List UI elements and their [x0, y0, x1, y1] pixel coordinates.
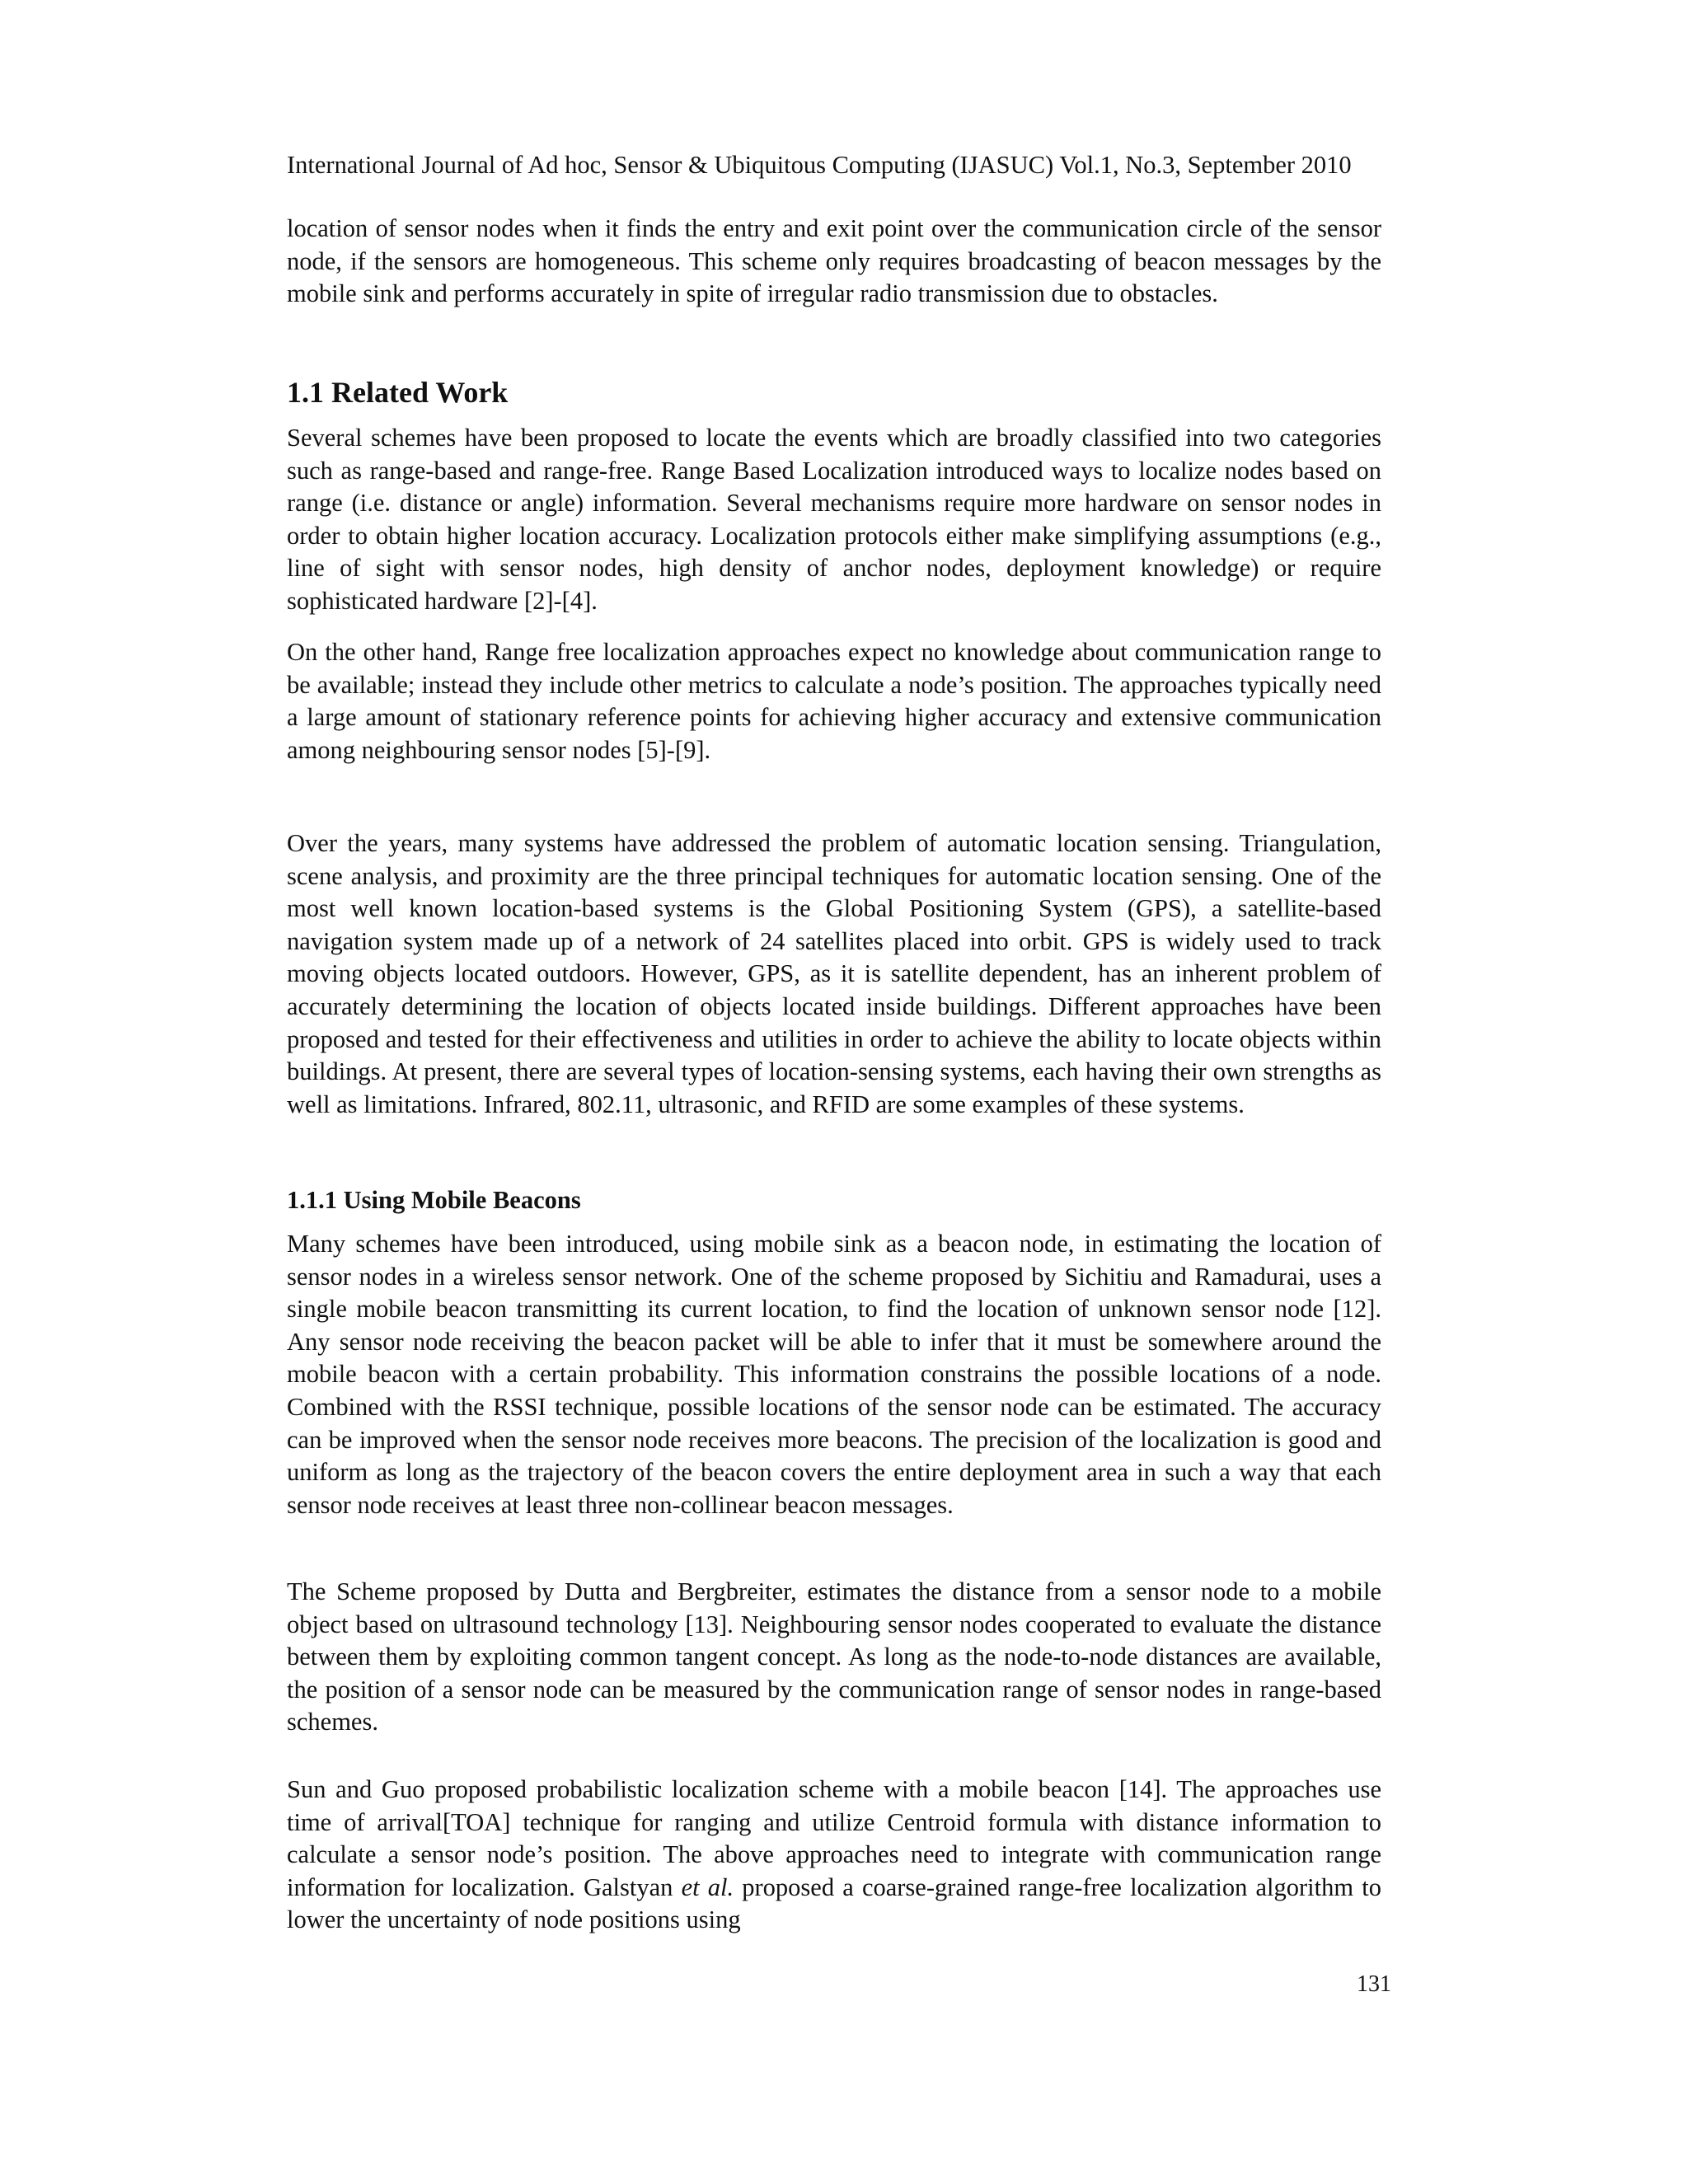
page-number: 131 — [1357, 1971, 1391, 1997]
running-header: International Journal of Ad hoc, Sensor & Ubiquitous Computing (IJASUC) Vol.1, No.3, September 2010 — [287, 151, 1352, 179]
mobile-beacons-paragraph-3 — [287, 1774, 1381, 1937]
paragraph-text-start: Sun and Guo proposed probabilistic localization scheme with a mobile beacon [14]. The approaches use time of arrival[TOA] technique for ranging and utilize Centroid formula with distance information to calculate a sensor node’s position. The above approaches need to integrate with communication range information for localization. Galstyan — [287, 1775, 1381, 1901]
section-heading-related-work: 1.1 Related Work — [287, 376, 509, 409]
et-al-italic: et al. — [681, 1872, 734, 1901]
subsection-heading-mobile-beacons: 1.1.1 Using Mobile Beacons — [287, 1186, 581, 1214]
intro-continued-paragraph: location of sensor nodes when it finds the entry and exit point over the communication circle of the sensor node, if the sensors are homogeneous. This scheme only requires broadcasting of beacon messages by the mobile sink and performs accurately in spite of irregular radio transmission due to obstacles. — [287, 214, 1381, 308]
mobile-beacons-paragraph-2: The Scheme proposed by Dutta and Bergbreiter, estimates the distance from a sensor node to a mobile object based on ultrasound technology [13]. Neighbouring sensor nodes cooperated to evaluate the distance between them by exploiting common tangent concept. As long as the node-to-node distances are available, the position of a sensor node can be measured by the communication range of sensor nodes in range-based schemes. — [287, 1577, 1381, 1736]
paragraph-text-end: proposed a coarse-grained range-free localization algorithm to lower the uncertainty of node positions using — [287, 1872, 1381, 1934]
related-work-paragraph-2: On the other hand, Range free localization approaches expect no knowledge about communication range to be available; instead they include other metrics to calculate a node’s position. The approaches typically need a large amount of stationary reference points for achieving higher accuracy and extensive communication among neighbouring sensor nodes [5]-[9]. — [287, 638, 1381, 764]
related-work-paragraph-3: Over the years, many systems have addressed the problem of automatic location sensing. Triangulation, scene analysis, and proximity are the three principal techniques for automatic location sensing. One of the most well known location-based systems is the Global Positioning System (GPS), a satellite-based navigation system made up of a network of 24 satellites placed into orbit. GPS is widely used to track moving objects located outdoors. However, GPS, as it is satellite dependent, has an inherent problem of accurately determining the location of objects located inside buildings. Different approaches have been proposed and tested for their effectiveness and utilities in order to achieve the ability to locate objects within buildings. At present, there are several types of location-sensing systems, each having their own strengths as well as limitations. Infrared, 802.11, ultrasonic, and RFID are some examples of these systems. — [287, 829, 1381, 1118]
related-work-paragraph-1: Several schemes have been proposed to locate the events which are broadly classified into two categories such as range-based and range-free. Range Based Localization introduced ways to localize nodes based on range (i.e. distance or angle) information. Several mechanisms require more hardware on sensor nodes in order to obtain higher location accuracy. Localization protocols either make simplifying assumptions (e.g., line of sight with sensor nodes, high density of anchor nodes, deployment knowledge) or require sophisticated hardware [2]-[4]. — [287, 424, 1381, 615]
mobile-beacons-paragraph-1: Many schemes have been introduced, using mobile sink as a beacon node, in estimating the location of sensor nodes in a wireless sensor network. One of the scheme proposed by Sichitiu and Ramadurai, uses a single mobile beacon transmitting its current location, to find the location of unknown sensor node [12]. Any sensor node receiving the beacon packet will be able to infer that it must be somewhere around the mobile beacon with a certain probability. This information constrains the possible locations of a node. Combined with the RSSI technique, possible locations of the sensor node can be estimated. The accuracy can be improved when the sensor node receives more beacons. The precision of the localization is good and uniform as long as the trajectory of the beacon covers the entire deployment area in such a way that each sensor node receives at least three non-collinear beacon messages. — [287, 1230, 1381, 1519]
